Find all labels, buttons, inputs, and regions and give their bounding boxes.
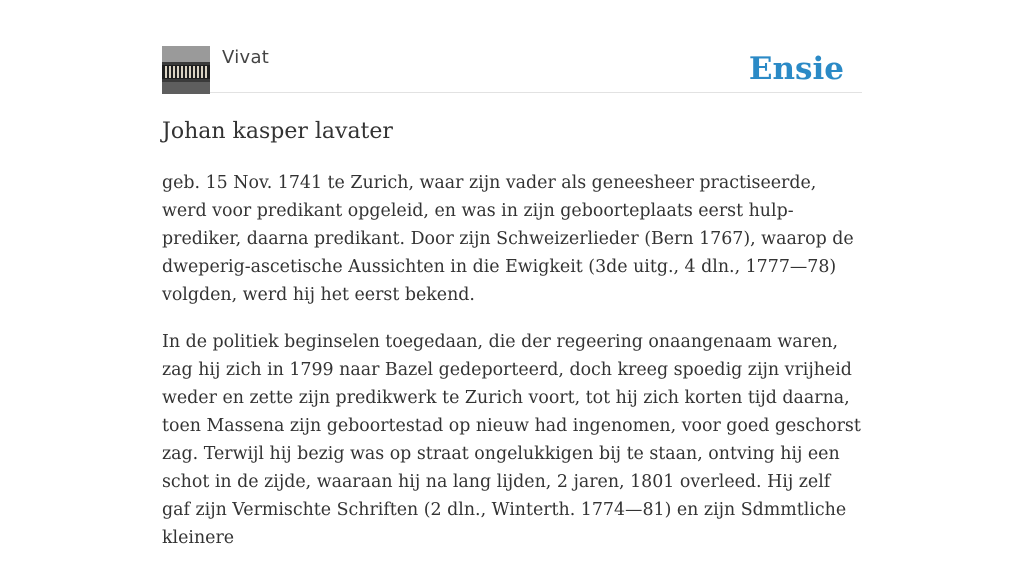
- header: [162, 0, 862, 93]
- article-paragraph: geb. 15 Nov. 1741 te Zurich, waar zijn vader als geneesheer practiseerde, werd voor predikant opgeleid, en was in zijn geboorteplaats eerst hulp-prediker, daarna predikant. Door zijn Schweizerlieder (Bern 1767), waarop de dweperig-ascetische Aussichten in die Ewigkeit (3de uitg., 4 dln., 1777—78) volgden, werd hij het eerst bekend.: [162, 173, 854, 305]
- page-container: [162, 0, 862, 571]
- article-paragraph: In de politiek beginselen toegedaan, die der regeering onaangenaam waren, zag hij zich in 1799 naar Bazel gedeporteerd, doch kreeg spoedig zijn vrijheid weder en zette zijn predikwerk te Zurich voort, tot hij zich korten tijd daarna, toen Massena zijn geboortestad op nieuw had ingenomen, voor goed geschorst zag. Terwijl hij bezig was op straat ongelukkigen bij te staan, ontving hij een schot in de zijde, waaraan hij na lang lijden, 2 jaren, 1801 overleed. Hij zelf gaf zijn Vermischte Schriften (2 dln., Winterth. 1774—81) en zijn Sdmmtliche kleinere: [162, 332, 861, 548]
- brand-logo[interactable]: Ensie: [748, 51, 844, 87]
- page-title: Johan kasper lavater: [162, 119, 393, 144]
- avatar[interactable]: [162, 46, 210, 94]
- author-name[interactable]: Vivat: [222, 47, 270, 68]
- bookshelf-icon: [162, 46, 210, 94]
- article-body: [162, 169, 862, 552]
